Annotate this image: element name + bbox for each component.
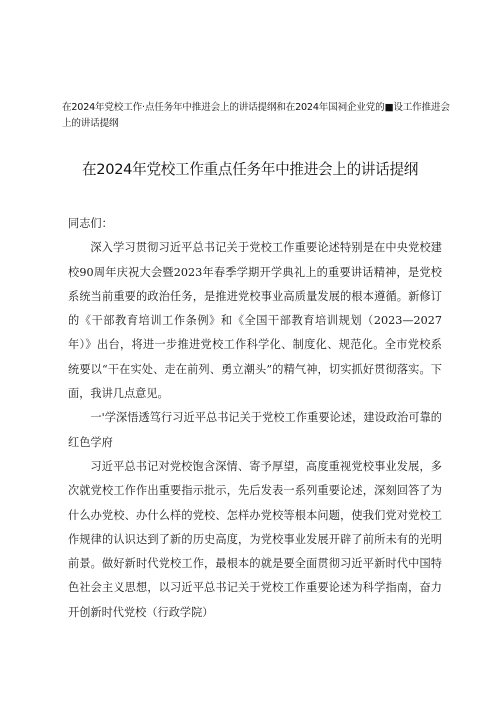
document-body bbox=[68, 212, 442, 625]
section-heading-1: 一'学深悟透笃行习近平总书记关于党校工作重要论述，建设政治可靠的红色学府 bbox=[68, 411, 442, 449]
greeting: 同志们： bbox=[68, 217, 113, 230]
paragraph-section-1: 习近平总书记对党校饱含深情、寄予厚望，高度重视党校事业发展，多次就党校工作作出重要指示批示，先后发表一系列重要论述，深刻回答了为什么办党校、办什么样的党校、怎样办党校等根本问题，使我们党对党校工作规律的认识达到了新的历史高度，为党校事业发展开辟了前所未有的光明前景。做好新时代党校工作，最根本的就是要全面贯彻习近平新时代中国特色社会主义思想，以习近平总书记关于党校工作重要论述为科学指南，奋力开创新时代党校（行政学院） bbox=[68, 459, 442, 619]
paragraph-intro: 深入学习贯彻习近平总书记关于党校工作重要论述特别是在中央党校建校90周年庆祝大会暨2023年春季学期开学典礼上的重要讲话精神，是党校系统当前重要的政治任务，是推进党校事业高质量发展的根本遵循。新修订的《干部教育培训工作条例》和《全国干部教育培训规划（2023—2027年）》出台，将进一步推进党校工作科学化、制度化、规范化。全市党校系统要以“干在实处、走在前列、勇立潮头”的精气神，切实抓好贯彻落实。下面，我讲几点意见。 bbox=[68, 241, 442, 401]
document-header: 在2024年党校工作·点任务年中推进会上的讲话提纲和在2024年国祠企业党的■设工作推进会上的讲话提纲 bbox=[62, 102, 450, 129]
document-title: 在2024年党校工作重点任务年中推进会上的讲话提纲 bbox=[81, 161, 419, 178]
